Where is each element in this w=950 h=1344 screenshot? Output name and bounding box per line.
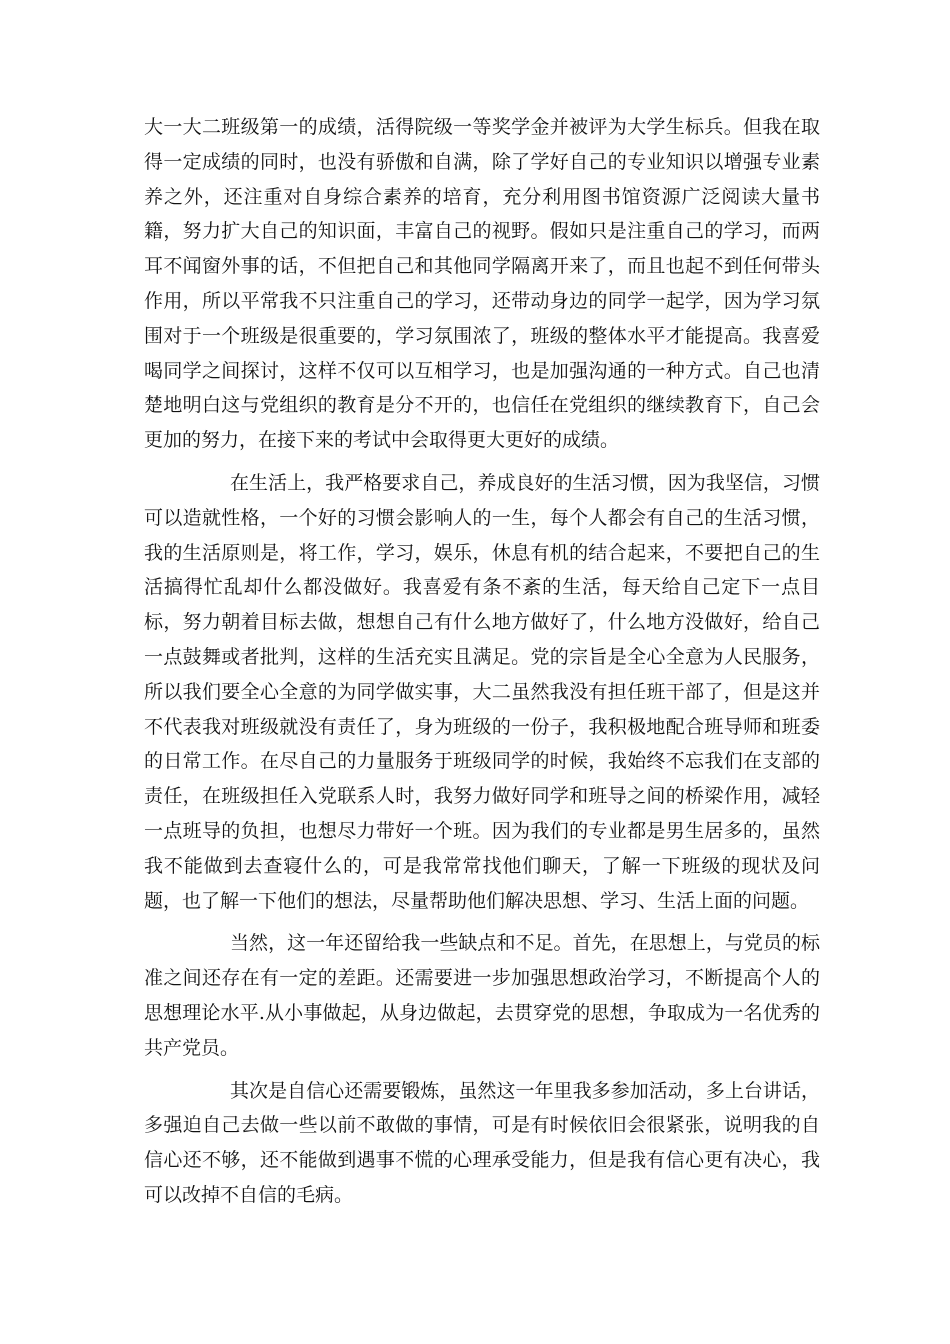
paragraph-academic: 大一大二班级第一的成绩，活得院级一等奖学金并被评为大学生标兵。但我在取得一定成绩的同时，也没有骄傲和自满，除了学好自己的专业知识以增强专业素养之外，还注重对自身综合素养的培育，充分利用图书馆资源广泛阅读大量书籍，努力扩大自己的知识面，丰富自己的视野。假如只是注重自己的学习，而两耳不闻窗外事的话，不但把自己和其他同学隔离开来了，而且也起不到任何带头作用，所以平常我不只注重自己的学习，还带动身边的同学一起学，因为学习氛围对于一个班级是很重要的，学习氛围浓了，班级的整体水平才能提高。我喜爱喝同学之间探讨，这样不仅可以互相学习，也是加强沟通的一种方式。自己也清楚地明白这与党组织的教育是分不开的，也信任在党组织的继续教育下，自己会更加的努力，在接下来的考试中会取得更大更好的成绩。 — [144, 116, 820, 452]
paragraph-life: 在生活上，我严格要求自己，养成良好的生活习惯，因为我坚信，习惯可以造就性格，一个好的习惯会影响人的一生，每个人都会有自己的生活习惯，我的生活原则是，将工作，学习，娱乐，休息有机的结合起来，不要把自己的生活搞得忙乱却什么都没做好。我喜爱有条不紊的生活，每天给自己定下一点目标，努力朝着目标去做，想想自己有什么地方做好了，什么地方没做好，给自己一点鼓舞或者批判，这样的生活充实且满足。党的宗旨是全心全意为人民服务，所以我们要全心全意的为同学做实事，大二虽然我没有担任班干部了，但是这并不代表我对班级就没有责任了，身为班级的一份子，我积极地配合班导师和班委的日常工作。在尽自己的力量服务于班级同学的时候，我始终不忘我们在支部的责任，在班级担任入党联系人时，我努力做好同学和班导之间的桥梁作用，减轻一点班导的负担，也想尽力带好一个班。因为我们的专业都是男生居多的，虽然我不能做到去查寝什么的，可是我常常找他们聊天，了解一下班级的现状及问题，也了解一下他们的想法，尽量帮助他们解决思想、学习、生活上面的问题。 — [144, 471, 820, 912]
paragraph-confidence: 其次是自信心还需要锻炼，虽然这一年里我多参加活动，多上台讲话，多强迫自己去做一些以前不敢做的事情，可是有时候依旧会很紧张，说明我的自信心还不够，还不能做到遇事不慌的心理承受能力，但是我有信心更有决心，我可以改掉不自信的毛病。 — [144, 1079, 820, 1206]
paragraph-shortcomings: 当然，这一年还留给我一些缺点和不足。首先，在思想上，与党员的标准之间还存在有一定的差距。还需要进一步加强思想政治学习，不断提高个人的思想理论水平.从小事做起，从身边做起，去贯穿党的思想，争取成为一名优秀的共产党员。 — [144, 932, 820, 1059]
document-body — [144, 110, 820, 1221]
